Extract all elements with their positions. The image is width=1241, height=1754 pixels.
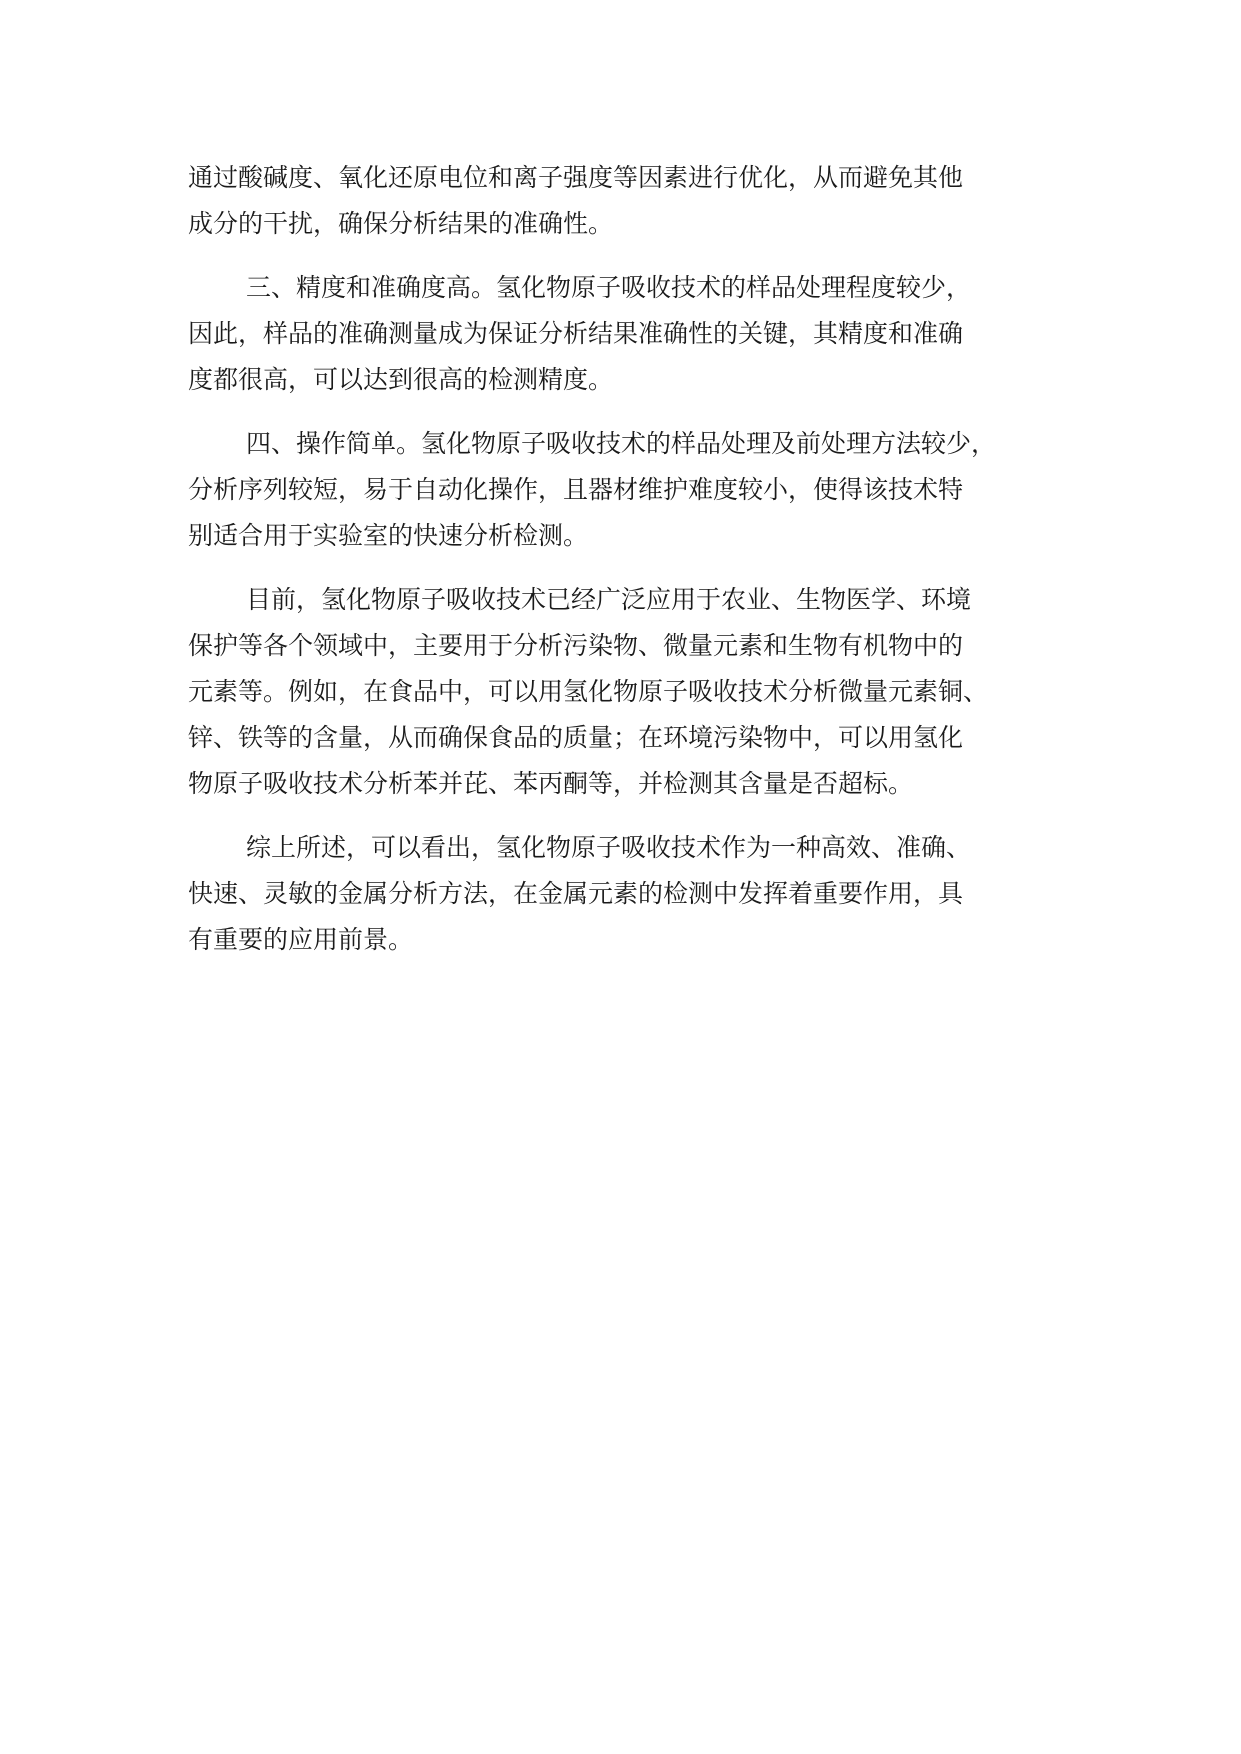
text-line: 别适合用于实验室的快速分析检测。 xyxy=(188,521,589,550)
text-line: 有重要的应用前景。 xyxy=(188,925,414,954)
text-line: 因此，样品的准确测量成为保证分析结果准确性的关键，其精度和准确 xyxy=(188,319,964,348)
text-line: 成分的干扰，确保分析结果的准确性。 xyxy=(188,209,614,238)
text-line: 锌、铁等的含量，从而确保食品的质量；在环境污染物中，可以用氢化 xyxy=(188,723,964,752)
text-line: 元素等。例如，在食品中，可以用氢化物原子吸收技术分析微量元素铜、 xyxy=(188,677,989,706)
paragraph-conclusion xyxy=(188,825,1088,963)
text-line: 快速、灵敏的金属分析方法，在金属元素的检测中发挥着重要作用，具 xyxy=(188,879,964,908)
text-line: 物原子吸收技术分析苯并芘、苯丙酮等，并检测其含量是否超标。 xyxy=(188,769,914,798)
text-line: 目前，氢化物原子吸收技术已经广泛应用于农业、生物医学、环境 xyxy=(246,585,972,614)
text-line: 保护等各个领域中，主要用于分析污染物、微量元素和生物有机物中的 xyxy=(188,631,964,660)
document-body xyxy=(188,155,1088,981)
text-line: 通过酸碱度、氧化还原电位和离子强度等因素进行优化，从而避免其他 xyxy=(188,163,964,192)
text-line: 度都很高，可以达到很高的检测精度。 xyxy=(188,365,614,394)
text-line: 四、操作简单。氢化物原子吸收技术的样品处理及前处理方法较少， xyxy=(246,429,997,458)
paragraph-intro-continuation xyxy=(188,155,1088,247)
paragraph-precision xyxy=(188,265,1088,403)
paragraph-applications xyxy=(188,577,1088,807)
paragraph-simple-operation xyxy=(188,421,1088,559)
text-line: 分析序列较短，易于自动化操作，且器材维护难度较小，使得该技术特 xyxy=(188,475,964,504)
text-line: 综上所述，可以看出，氢化物原子吸收技术作为一种高效、准确、 xyxy=(246,833,972,862)
text-line: 三、精度和准确度高。氢化物原子吸收技术的样品处理程度较少， xyxy=(246,273,972,302)
